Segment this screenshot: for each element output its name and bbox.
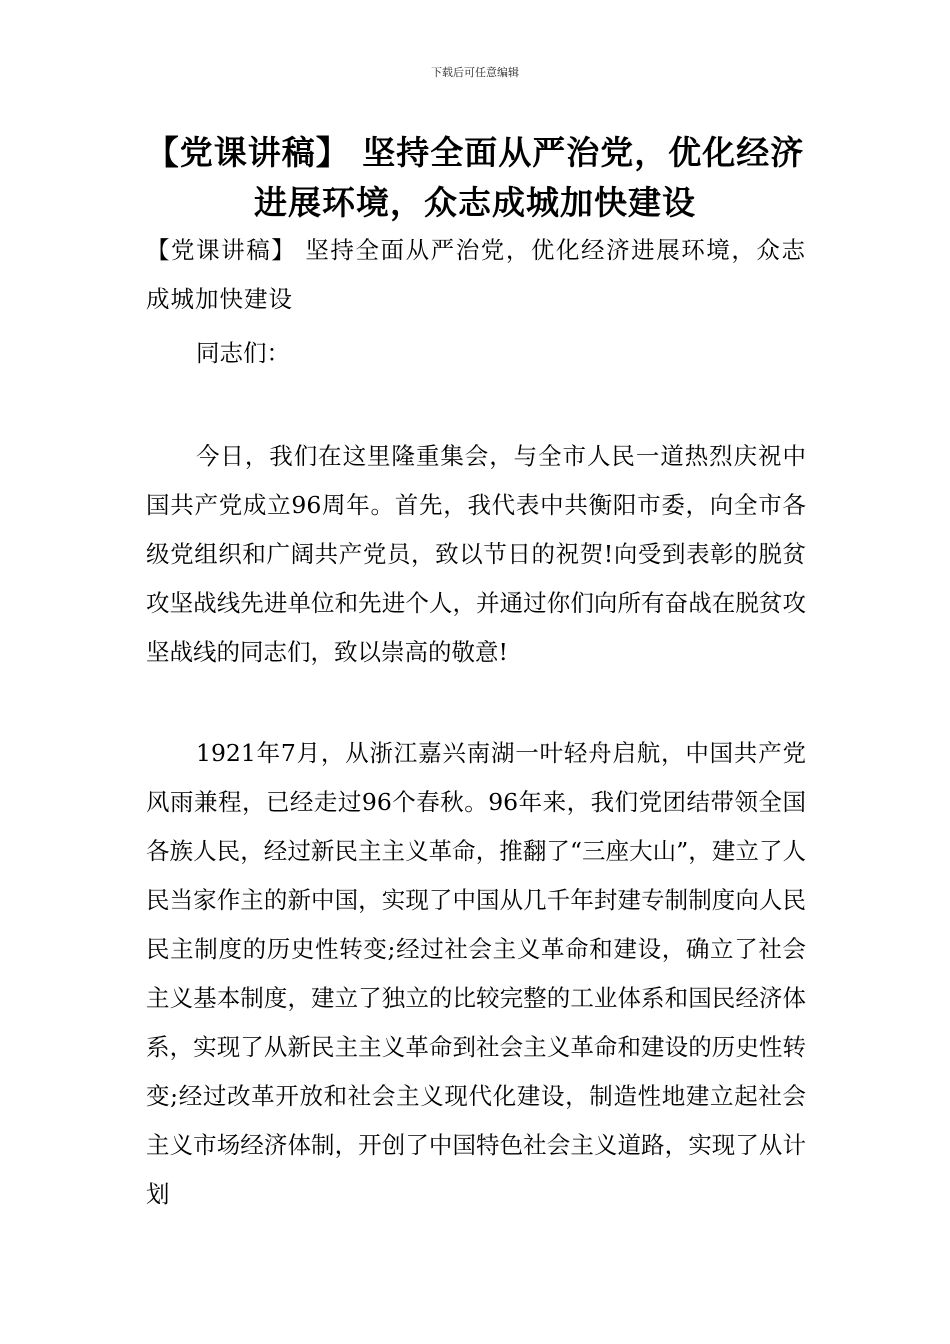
- paragraph-spacer: [146, 677, 806, 729]
- document-subtitle: 【党课讲稿】 坚持全面从严治党，优化经济进展环境，众志成城加快建设: [146, 236, 806, 313]
- paragraph-2: 1921年7月，从浙江嘉兴南湖一叶轻舟启航，中国共产党风雨兼程，已经走过96个春秋。96年来，我们党团结带领全国各族人民，经过新民主主义革命，推翻了“三座大山”，建立了人民当家作主的新中国，实现了中国从几千年封建专制制度向人民民主制度的历史性转变;经过社会主义革命和建设，确立了社会主义基本制度，建立了独立的比较完整的工业体系和国民经济体系，实现了从新民主主义革命到社会主义革命和建设的历史性转变;经过改革开放和社会主义现代化建设，制造性地建立起社会主义市场经济体制，开创了中国特色社会主义道路，实现了从计划: [146, 739, 806, 1208]
- page-header-note: 下载后可任意编辑: [431, 66, 519, 79]
- paragraph-spacer: [146, 378, 806, 432]
- document-title: 【党课讲稿】 坚持全面从严治党，优化经济进展环境，众志成城加快建设: [145, 133, 805, 222]
- greeting: 同志们：: [196, 339, 290, 367]
- paragraph-1: 今日，我们在这里隆重集会，与全市人民一道热烈庆祝中国共产党成立96周年。首先，我代表中共衡阳市委，向全市各级党组织和广阔共产党员，致以节日的祝贺!向受到表彰的脱贫攻坚战线先进单位和先进个人，并通过你们向所有奋战在脱贫攻坚战线的同志们，致以崇高的敬意!: [146, 442, 806, 666]
- document-body: [146, 226, 806, 1219]
